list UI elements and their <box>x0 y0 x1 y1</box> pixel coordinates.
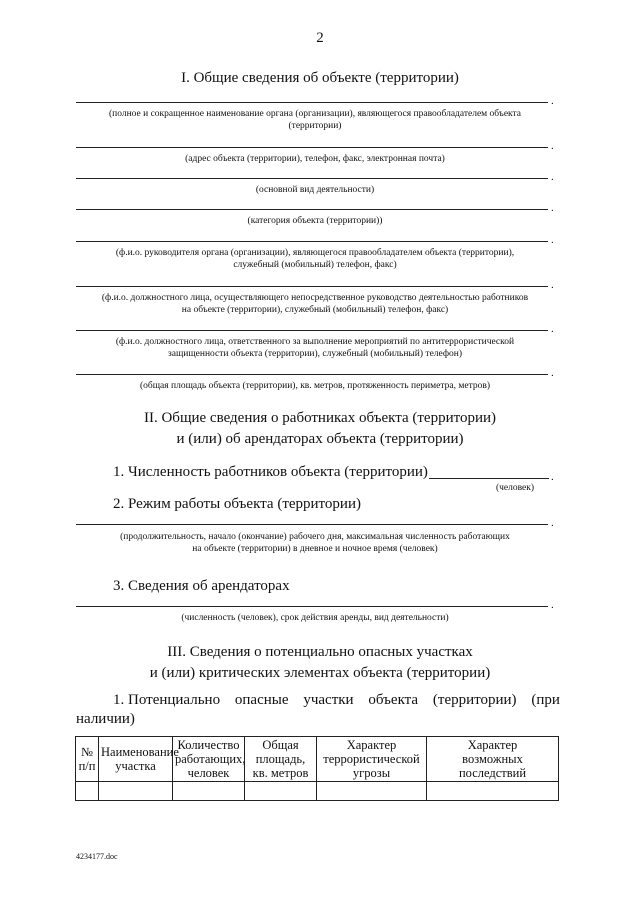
fill-line-category[interactable] <box>76 209 548 210</box>
table-cell[interactable] <box>99 782 173 801</box>
col-header-threat: Характер террористической угрозы <box>317 737 427 782</box>
fill-line-address[interactable] <box>76 147 548 148</box>
fill-line-tenants[interactable] <box>76 606 548 607</box>
page-number: 2 <box>316 30 324 46</box>
caption-area: (общая площадь объекта (территории), кв. метров, протяженность периметра, метров) <box>139 381 491 391</box>
caption-responsible: (ф.и.о. должностного лица, ответственного за выполнение мероприятий по антитеррористической защищенности объекта (территории), служебный (мобильный) телефон) <box>115 337 515 359</box>
caption-head: (ф.и.о. руководителя органа (организации), являющегося правообладателем объекта (территории), служебный (мобильный) телефон, факс) <box>115 248 515 270</box>
caption-manager: (ф.и.о. должностного лица, осуществляющего непосредственное руководство деятельностью работников на объекте (территории), служебный (мобильный) телефон, факс) <box>101 293 529 315</box>
fill-line-head[interactable] <box>76 241 548 242</box>
table-cell[interactable] <box>173 782 245 801</box>
file-name-footer: 4234177.doc <box>76 852 118 861</box>
tenants-label: 3. Сведения об арендаторах <box>113 578 290 594</box>
caption-address: (адрес объекта (территории), телефон, факс, электронная почта) <box>185 154 445 164</box>
col-header-consequences: Характер возможных последствий <box>427 737 559 782</box>
workers-count-unit: (человек) <box>495 483 535 493</box>
fill-line-owner[interactable] <box>76 102 548 103</box>
workers-count-label: 1. Численность работников объекта (территории) <box>113 464 428 480</box>
col-header-number: № п/п <box>76 737 99 782</box>
col-header-workers: Количество работающих, человек <box>173 737 245 782</box>
col-header-name: Наименование участка <box>99 737 173 782</box>
caption-tenants: (численность (человек), срок действия аренды, вид деятельности) <box>181 613 449 623</box>
table-row <box>76 782 559 801</box>
dangerous-areas-table <box>75 736 559 801</box>
fill-line-responsible[interactable] <box>76 330 548 331</box>
fill-line-manager[interactable] <box>76 286 548 287</box>
caption-activity: (основной вид деятельности) <box>255 185 375 195</box>
table-cell[interactable] <box>245 782 317 801</box>
table-cell[interactable] <box>317 782 427 801</box>
workers-count-field[interactable] <box>429 478 549 479</box>
dangerous-areas-label: 1. Потенциально опасные участки объекта (территории) (при <box>113 692 560 708</box>
caption-category: (категория объекта (территории)) <box>247 216 383 226</box>
work-mode-label: 2. Режим работы объекта (территории) <box>113 496 361 512</box>
dangerous-areas-label-cont: наличии) <box>76 711 135 727</box>
section-2-heading: II. Общие сведения о работниках объекта (территории) и (или) об арендаторах объекта (территории) <box>143 410 497 447</box>
table-cell[interactable] <box>427 782 559 801</box>
col-header-area: Общая площадь, кв. метров <box>245 737 317 782</box>
caption-work-mode: (продолжительность, начало (окончание) рабочего дня, максимальная численность работающих на объекте (территории) в дневное и ночное время (человек) <box>120 532 510 554</box>
fill-line-work-mode[interactable] <box>76 524 548 525</box>
caption-owner: (полное и сокращенное наименование органа (организации), являющегося правообладателем объекта (территории) <box>108 109 522 131</box>
section-1-heading: I. Общие сведения об объекте (территории) <box>181 70 459 86</box>
fill-line-activity[interactable] <box>76 178 548 179</box>
section-3-heading: III. Сведения о потенциально опасных участках и (или) критических элементах объекта (территории) <box>149 644 491 681</box>
fill-line-area[interactable] <box>76 374 548 375</box>
table-cell[interactable] <box>76 782 99 801</box>
table-header-row <box>76 737 559 782</box>
